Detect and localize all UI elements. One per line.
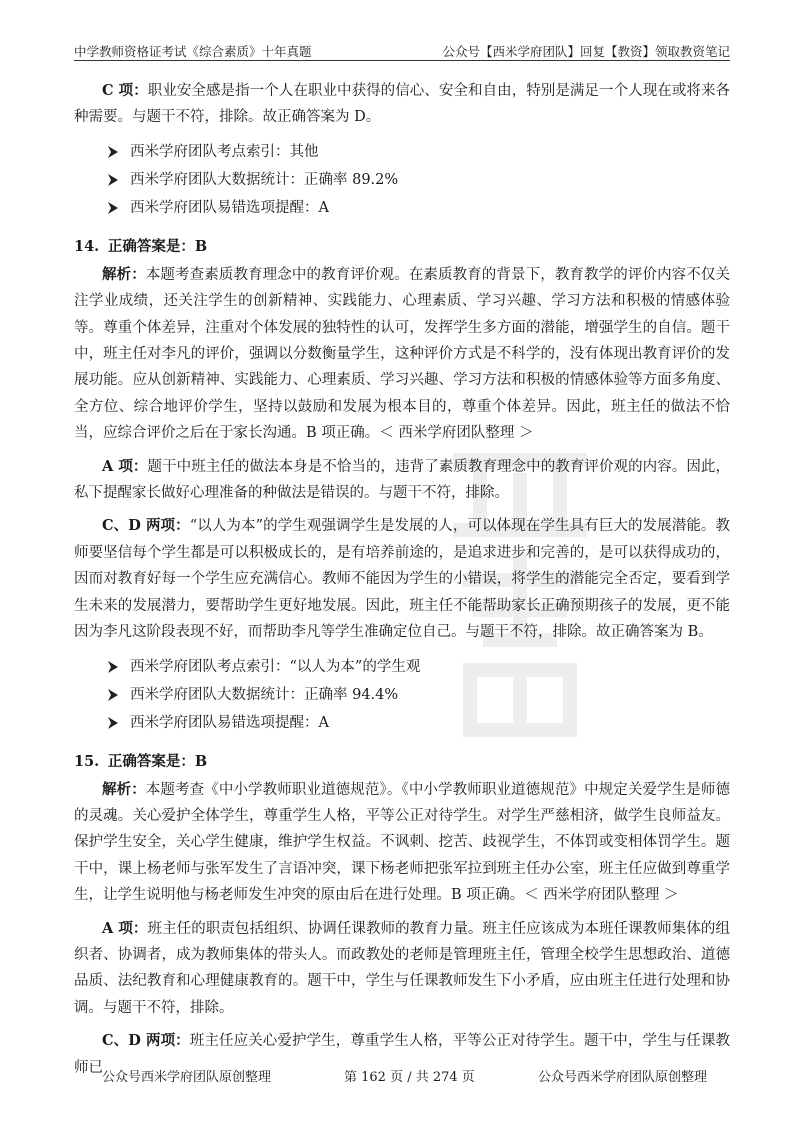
c-item-text: 职业安全感是指一个人在职业中获得的信心、安全和自由，特别是满足一个人现在或将来各种需要。与题干不符，排除。故正确答案为 D。	[74, 83, 730, 126]
list-item	[74, 709, 730, 737]
page-number: 第 162 页 / 共 274 页	[344, 1070, 475, 1085]
page-footer	[0, 1066, 800, 1090]
q14-a-item	[74, 454, 730, 507]
bullet-text: 西米学府团队易错选项提醒：A	[130, 199, 329, 216]
cd-item-label: C、D 两项：	[102, 1032, 190, 1050]
c-item-paragraph	[74, 78, 730, 131]
question-15-header	[74, 749, 730, 775]
list-item	[74, 194, 730, 222]
analysis-label: 解析：	[102, 780, 146, 798]
bullet-text: 西米学府团队考点索引：其他	[130, 143, 319, 160]
cd-item-label: C、D 两项：	[102, 517, 190, 535]
a-item-text: 题干中班主任的做法本身是不恰当的，违背了素质教育理念中的教育评价观的内容。因此，私下提醒家长做好心理准备的种做法是错误的。与题干不符，排除。	[74, 458, 730, 502]
question-14-header	[74, 234, 730, 260]
q14-cd-item	[74, 513, 730, 645]
q14-analysis	[74, 262, 730, 447]
list-item	[74, 138, 730, 166]
q15-a-item	[74, 916, 730, 1022]
footer-left: 公众号西米学府团队原创整理	[102, 1070, 272, 1085]
c-item-label: C 项：	[102, 82, 148, 99]
list-item	[74, 166, 730, 194]
analysis-text: 本题考查《中小学教师职业道德规范》。《中小学教师职业道德规范》中规定关爱学生是师德的灵魂。关心爱护全体学生，尊重学生人格，平等公正对待学生。对学生严慈相济，做学生良师益友。保护学生安全，关心学生健康，维护学生权益。不讽刺、挖苦、歧视学生，不体罚或变相体罚学生。题干中，课上杨老师与张军发生了言语冲突，课下杨老师把张军拉到班主任办公室，班主任应做到尊重学生，让学生说明他与杨老师发生冲突的原由后在进行处理。B 项正确。＜ 西米学府团队整理 ＞	[74, 781, 731, 904]
analysis-text: 本题考查素质教育理念中的教育评价观。在素质教育的背景下，教育教学的评价内容不仅关注学业成绩，还关注学生的创新精神、实践能力、心理素质、学习兴趣、学习方法和积极的情感体验等。尊重个体差异，注重对个体发展的独特性的认可，发挥学生多方面的潜能，增强学生的自信。题干中，班主任对李凡的评价，强调以分数衡量学生，这种评价方式是不科学的，没有体现出教育评价的发展功能。应从创新精神、实践能力、心理素质、学习兴趣、学习方法和积极的情感体验等方面多角度、全方位、综合地评价学生，坚持以鼓励和发展为根本目的，尊重个体差异。因此，班主任的做法不恰当，应综合评价之后在于家长沟通。B 项正确。＜ 西米学府团队整理 ＞	[74, 266, 731, 442]
header-right-note: 公众号【西米学府团队】回复【教资】领取教资笔记	[442, 44, 730, 59]
q15-analysis	[74, 777, 730, 909]
bullet-text: 西米学府团队大数据统计：正确率 94.4%	[130, 686, 399, 703]
question-answer: 正确答案是：B	[107, 237, 208, 255]
question-answer: 正确答案是：B	[107, 752, 208, 770]
a-item-label: A 项：	[102, 919, 148, 937]
list-item	[74, 681, 730, 709]
arrow-bullet-icon	[106, 138, 120, 166]
analysis-label: 解析：	[102, 265, 146, 283]
arrow-bullet-icon	[106, 681, 120, 709]
bullet-text: 西米学府团队易错选项提醒：A	[130, 714, 329, 731]
question-number: 14.	[74, 237, 100, 255]
cd-item-text: 班主任应关心爱护学生，尊重学生人格，平等公正对待学生。题干中，学生与任课教师已	[74, 1033, 730, 1076]
a-item-text: 班主任的职责包括组织、协调任课教师的教育力量。班主任应该成为本班任课教师集体的组织者、协调者，成为教师集体的带头人。而政教处的老师是管理班主任，管理全校学生思想政治、道德品质、法纪教育和心理健康教育的。题干中，学生与任课教师发生下小矛盾，应由班主任进行处理和协调。与题干不符，排除。	[74, 920, 730, 1016]
arrow-bullet-icon	[106, 166, 120, 194]
arrow-bullet-icon	[106, 653, 120, 681]
question-number: 15.	[74, 752, 100, 770]
footer-right: 公众号西米学府团队原创整理	[538, 1070, 708, 1085]
arrow-bullet-icon	[106, 709, 120, 737]
a-item-label: A 项：	[102, 457, 148, 475]
bullet-text: 西米学府团队大数据统计：正确率 89.2%	[130, 171, 399, 188]
page-header	[74, 38, 730, 61]
cd-item-text: “以人为本”的学生观强调学生是发展的人，可以体现在学生具有巨大的发展潜能。教师要坚信每个学生都是可以积极成长的，是有培养前途的，是追求进步和完善的，是可以获得成功的，因而对教育好每一个学生应充满信心。教师不能因为学生的小错误，将学生的潜能完全否定，要看到学生未来的发展潜力，要帮助学生更好地发展。因此，班主任不能帮助家长正确预期孩子的发展，更不能因为李凡这阶段表现不好，而帮助李凡等学生准确定位自己。与题干不符，排除。故正确答案为 B。	[74, 518, 730, 641]
page-content	[74, 78, 730, 1081]
bullet-text: 西米学府团队考点索引：“以人为本”的学生观	[130, 658, 421, 675]
arrow-bullet-icon	[106, 194, 120, 222]
header-left-title: 中学教师资格证考试《综合素质》十年真题	[74, 44, 312, 59]
list-item	[74, 653, 730, 681]
